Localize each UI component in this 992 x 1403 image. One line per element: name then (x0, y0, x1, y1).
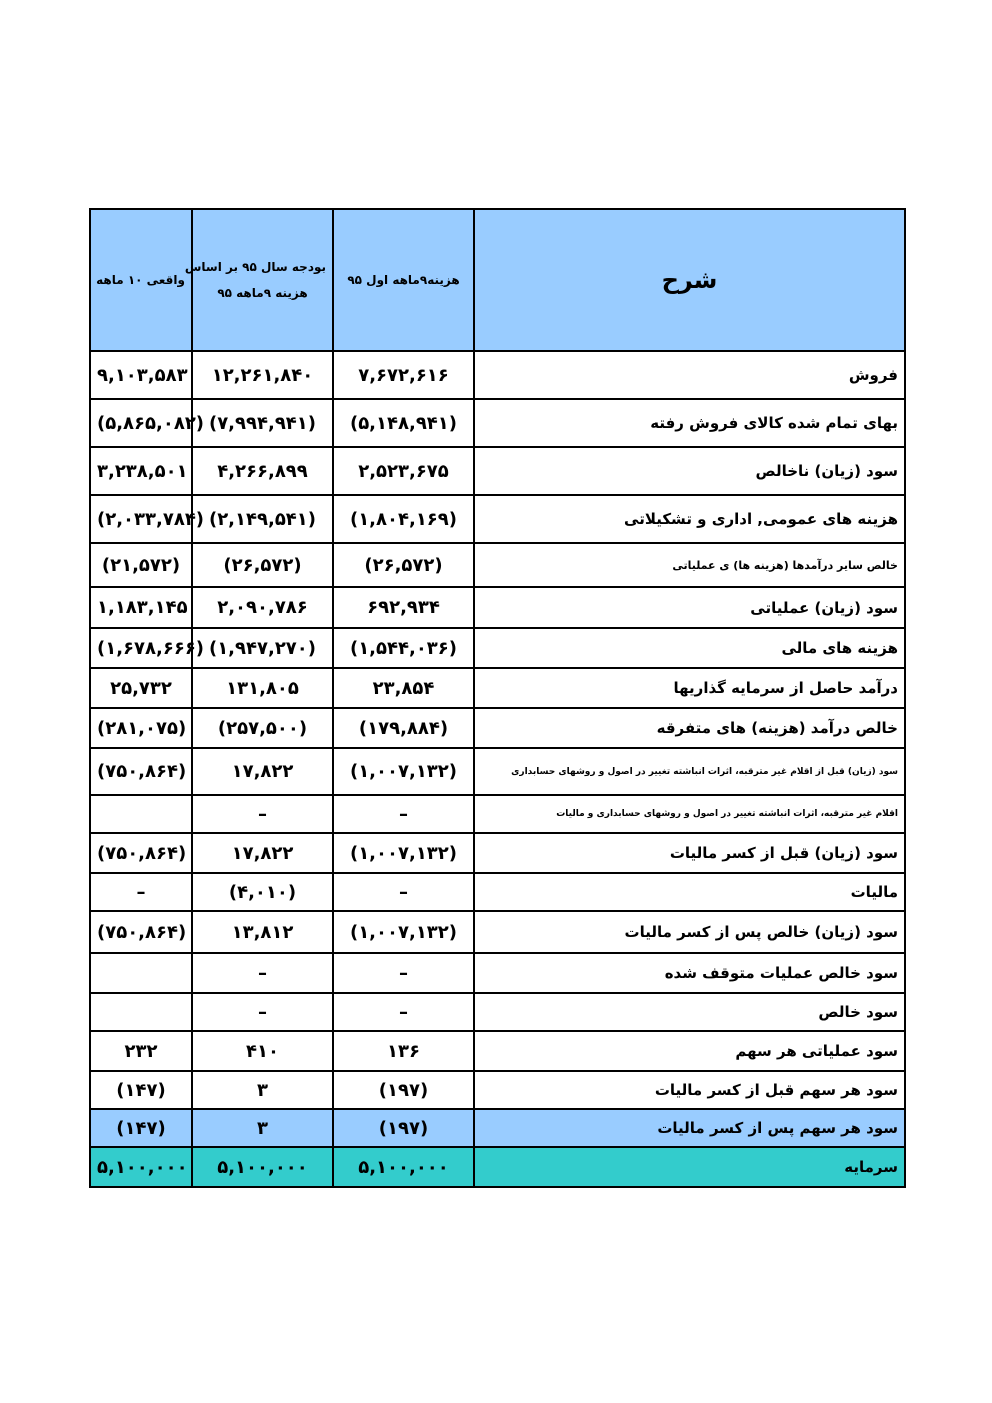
table-row (90, 993, 905, 1031)
header-col2-line2: هزینه ۹ماهه ۹۵ (217, 286, 308, 300)
table-row (90, 795, 905, 833)
row-cell-c2: (۲۶,۵۷۲) (192, 543, 333, 587)
row-cell-c2: (۱,۹۴۷,۲۷۰) (192, 628, 333, 668)
row-cell-c2: (۲,۱۴۹,۵۴۱) (192, 495, 333, 543)
row-label: سود (زیان) قبل از اقلام غیر مترقبه، اثرات انباشته تغییر در اصول و روشهای حسابداری (474, 748, 905, 795)
row-cell-c2: ۳ (192, 1109, 333, 1147)
row-label: هزینه های مالی (474, 628, 905, 668)
row-cell-c1: ۲,۵۲۳,۶۷۵ (333, 447, 474, 495)
row-label: سود (زیان) عملیاتی (474, 587, 905, 628)
table-row (90, 1031, 905, 1071)
row-cell-c2: (۷,۹۹۴,۹۴۱) (192, 399, 333, 447)
row-label: اقلام غیر مترقبه، اثرات انباشته تغییر در اصول و روشهای حسابداری و مالیات (474, 795, 905, 833)
row-cell-c3: (۱,۶۷۸,۶۶۶) (90, 628, 192, 668)
row-label: سود (زیان) ناخالص (474, 447, 905, 495)
row-cell-c2: – (192, 795, 333, 833)
row-cell-c2: ۱۳۱,۸۰۵ (192, 668, 333, 708)
row-cell-c3: – (90, 873, 192, 911)
row-cell-c3 (90, 953, 192, 993)
row-cell-c2: ۱۳,۸۱۲ (192, 911, 333, 953)
row-label: سود خالص (474, 993, 905, 1031)
financial-table (89, 208, 906, 1188)
header-col2-line1: بودجه سال ۹۵ بر اساس (184, 260, 326, 274)
row-cell-c3: (۱۴۷) (90, 1071, 192, 1109)
table-row (90, 668, 905, 708)
row-cell-c2: ۲,۰۹۰,۷۸۶ (192, 587, 333, 628)
row-label: خالص سایر درآمدها (هزینه ها) ی عملیاتی (474, 543, 905, 587)
row-cell-c2: ۱۷,۸۲۲ (192, 833, 333, 873)
row-label: مالیات (474, 873, 905, 911)
row-cell-c1: (۱,۰۰۷,۱۳۲) (333, 748, 474, 795)
row-cell-c3: (۲,۰۳۳,۷۸۴) (90, 495, 192, 543)
header-row (90, 209, 905, 351)
row-cell-c3: ۵,۱۰۰,۰۰۰ (90, 1147, 192, 1187)
row-cell-c1: (۵,۱۴۸,۹۴۱) (333, 399, 474, 447)
row-cell-c1: – (333, 795, 474, 833)
row-cell-c1: ۲۳,۸۵۴ (333, 668, 474, 708)
table-row (90, 495, 905, 543)
row-cell-c3: (۷۵۰,۸۶۴) (90, 911, 192, 953)
table-row (90, 873, 905, 911)
row-label: سود عملیاتی هر سهم (474, 1031, 905, 1071)
row-cell-c1: ۷,۶۷۲,۶۱۶ (333, 351, 474, 399)
row-cell-c1: ۱۳۶ (333, 1031, 474, 1071)
row-cell-c1: ۵,۱۰۰,۰۰۰ (333, 1147, 474, 1187)
row-label: سرمایه (474, 1147, 905, 1187)
row-cell-c3: ۳,۲۳۸,۵۰۱ (90, 447, 192, 495)
row-cell-c1: – (333, 953, 474, 993)
row-label: سود (زیان) خالص پس از کسر مالیات (474, 911, 905, 953)
table-row (90, 351, 905, 399)
row-cell-c1: (۱,۰۰۷,۱۳۲) (333, 833, 474, 873)
row-label: بهای تمام شده کالای فروش رفته (474, 399, 905, 447)
row-cell-c1: (۱۹۷) (333, 1109, 474, 1147)
table-row-capital (90, 1147, 905, 1187)
row-label: درآمد حاصل از سرمایه گذاریها (474, 668, 905, 708)
row-cell-c3: ۲۳۲ (90, 1031, 192, 1071)
table-row (90, 1071, 905, 1109)
row-label: خالص درآمد (هزینه) های متفرقه (474, 708, 905, 748)
row-cell-c3: ۲۵,۷۳۲ (90, 668, 192, 708)
row-cell-c3: (۷۵۰,۸۶۴) (90, 748, 192, 795)
row-label: هزینه های عمومی, اداری و تشکیلاتی (474, 495, 905, 543)
row-cell-c2: ۳ (192, 1071, 333, 1109)
row-cell-c3: (۵,۸۶۵,۰۸۲) (90, 399, 192, 447)
header-col3: واقعی ۱۰ ماهه (90, 209, 192, 351)
table-row (90, 708, 905, 748)
row-label: سود هر سهم قبل از کسر مالیات (474, 1071, 905, 1109)
row-cell-c2: – (192, 993, 333, 1031)
row-cell-c1: (۲۶,۵۷۲) (333, 543, 474, 587)
row-cell-c3 (90, 795, 192, 833)
table-row (90, 748, 905, 795)
row-cell-c2: (۴,۰۱۰) (192, 873, 333, 911)
row-cell-c1: – (333, 873, 474, 911)
row-cell-c1: – (333, 993, 474, 1031)
row-cell-c1: (۱,۵۴۴,۰۳۶) (333, 628, 474, 668)
row-cell-c1: (۱,۸۰۴,۱۶۹) (333, 495, 474, 543)
row-label: سود هر سهم پس از کسر مالیات (474, 1109, 905, 1147)
table-row (90, 911, 905, 953)
row-cell-c1: ۶۹۲,۹۳۴ (333, 587, 474, 628)
row-cell-c2: ۴,۲۶۶,۸۹۹ (192, 447, 333, 495)
row-cell-c2: ۱۷,۸۲۲ (192, 748, 333, 795)
row-cell-c2: ۴۱۰ (192, 1031, 333, 1071)
row-cell-c2: ۱۲,۲۶۱,۸۴۰ (192, 351, 333, 399)
row-label: سود خالص عملیات متوقف شده (474, 953, 905, 993)
header-col2 (184, 209, 333, 351)
row-cell-c2: ۵,۱۰۰,۰۰۰ (192, 1147, 333, 1187)
table-row (90, 953, 905, 993)
header-col1: هزینه۹ماهه اول ۹۵ (333, 209, 474, 351)
table-row (90, 447, 905, 495)
table-row (90, 399, 905, 447)
table-row (90, 833, 905, 873)
row-cell-c3 (90, 993, 192, 1031)
table-row (90, 628, 905, 668)
row-cell-c3: ۱,۱۸۳,۱۴۵ (90, 587, 192, 628)
row-label: فروش (474, 351, 905, 399)
row-cell-c3: (۲۱,۵۷۲) (90, 543, 192, 587)
row-cell-c3: (۲۸۱,۰۷۵) (90, 708, 192, 748)
row-cell-c3: (۷۵۰,۸۶۴) (90, 833, 192, 873)
header-description: شرح (474, 209, 905, 351)
row-cell-c1: (۱۹۷) (333, 1071, 474, 1109)
table-row (90, 543, 905, 587)
row-cell-c2: – (192, 953, 333, 993)
table-row (90, 587, 905, 628)
row-cell-c1: (۱۷۹,۸۸۴) (333, 708, 474, 748)
row-cell-c1: (۱,۰۰۷,۱۳۲) (333, 911, 474, 953)
row-cell-c3: (۱۴۷) (90, 1109, 192, 1147)
table-row-highlight (90, 1109, 905, 1147)
row-label: سود (زیان) قبل از کسر مالیات (474, 833, 905, 873)
row-cell-c2: (۲۵۷,۵۰۰) (192, 708, 333, 748)
row-cell-c3: ۹,۱۰۳,۵۸۳ (90, 351, 192, 399)
